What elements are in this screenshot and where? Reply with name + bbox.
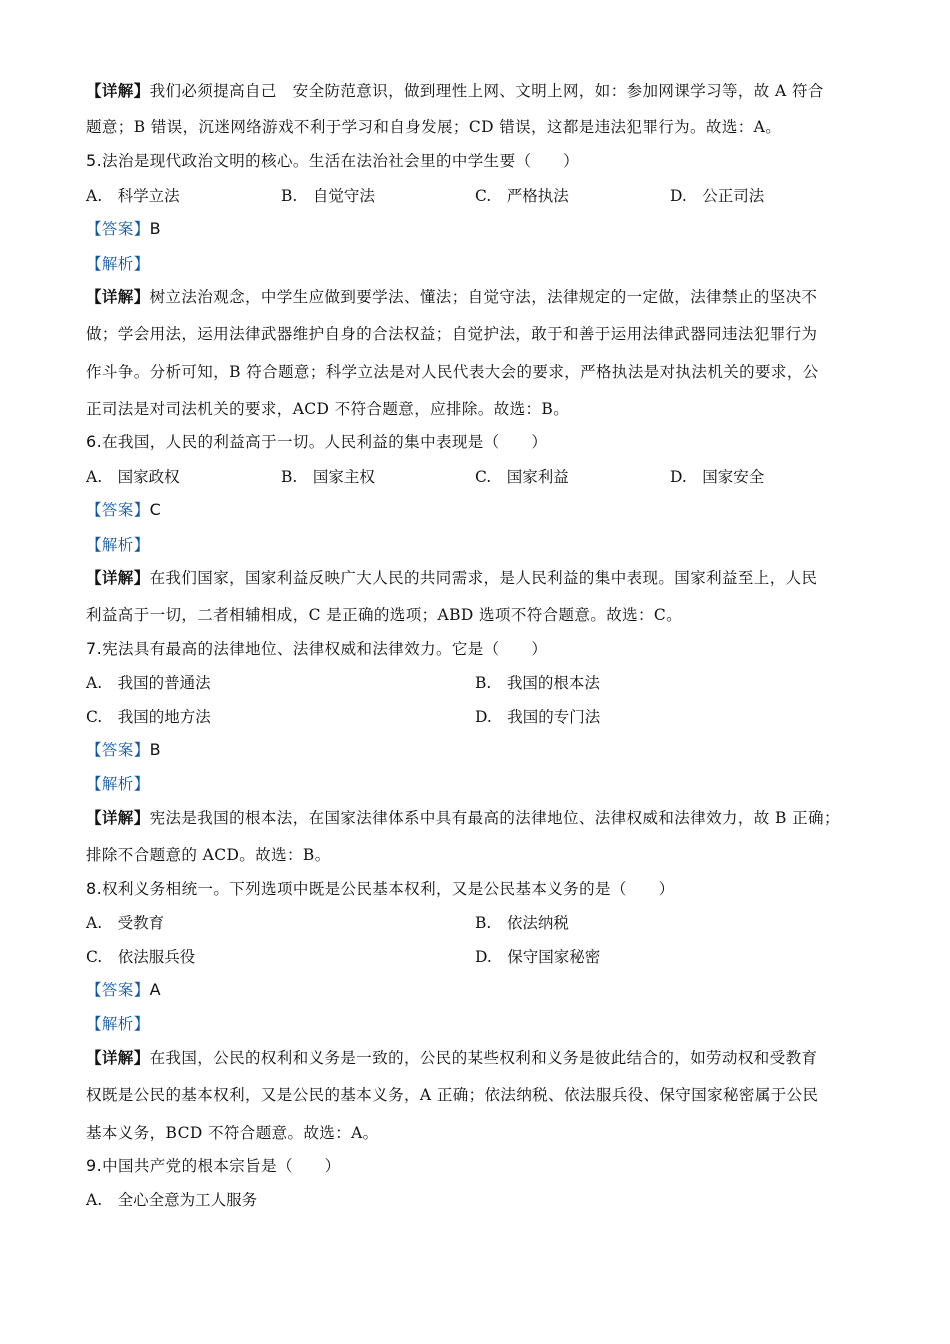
q5-answer-value: B bbox=[149, 219, 161, 238]
q7-option-d: D. 我国的专门法 bbox=[475, 708, 601, 726]
analysis-tag: 【解析】 bbox=[86, 775, 150, 793]
q6-answer bbox=[86, 499, 880, 521]
answer-tag: 【答案】 bbox=[86, 220, 150, 238]
q5-number: 5. bbox=[86, 151, 103, 170]
analysis-tag: 【解析】 bbox=[86, 255, 150, 273]
q7-number: 7. bbox=[86, 639, 103, 658]
detail-tag: 【详解】 bbox=[86, 1048, 150, 1067]
q5-detail-line-4: 正司法是对司法机关的要求，ACD 不符合题意，应排除。故选：B。 bbox=[86, 400, 570, 418]
q5-stem bbox=[86, 150, 880, 172]
analysis-tag: 【解析】 bbox=[86, 1015, 150, 1033]
q6-option-a: A. 国家政权 bbox=[86, 468, 180, 486]
q6-analysis-tag bbox=[86, 534, 880, 556]
q9-number: 9. bbox=[86, 1156, 103, 1175]
q5-detail-line-1 bbox=[86, 286, 880, 308]
q8-option-c: C. 依法服兵役 bbox=[86, 948, 196, 966]
q8-option-a: A. 受教育 bbox=[86, 914, 165, 932]
q6-option-b: B. 国家主权 bbox=[281, 468, 375, 486]
q8-detail-text-1: 在我国，公民的权利和义务是一致的，公民的某些权利和义务是彼此结合的，如劳动权和受教育 bbox=[149, 1049, 818, 1067]
q8-stem-text: 权利义务相统一。下列选项中既是公民基本权利，又是公民基本义务的是（ ） bbox=[102, 880, 675, 898]
q6-answer-value: C bbox=[149, 500, 162, 519]
q8-answer-value: A bbox=[149, 980, 161, 999]
q9-option-a: A. 全心全意为工人服务 bbox=[86, 1191, 258, 1209]
q4-detail-line-1 bbox=[86, 80, 880, 102]
q8-option-d: D. 保守国家秘密 bbox=[475, 948, 601, 966]
q7-stem-text: 宪法具有最高的法律地位、法律权威和法律效力。它是（ ） bbox=[102, 640, 548, 658]
q7-analysis-tag bbox=[86, 773, 880, 795]
q5-stem-text: 法治是现代政治文明的核心。生活在法治社会里的中学生要（ ） bbox=[102, 152, 580, 170]
detail-tag: 【详解】 bbox=[86, 287, 150, 306]
q5-option-c: C. 严格执法 bbox=[475, 187, 569, 205]
answer-tag: 【答案】 bbox=[86, 741, 150, 759]
analysis-tag: 【解析】 bbox=[86, 536, 150, 554]
q5-detail-line-2: 做；学会用法，运用法律武器维护自身的合法权益；自觉护法，敢于和善于运用法律武器同违法犯罪行为 bbox=[86, 325, 818, 343]
q5-analysis-tag bbox=[86, 253, 880, 275]
q6-detail-line-1 bbox=[86, 567, 880, 589]
q8-detail-line-1 bbox=[86, 1047, 880, 1069]
q8-detail-line-2: 权既是公民的基本权利，又是公民的基本义务，A 正确；依法纳税、依法服兵役、保守国家秘密属于公民 bbox=[86, 1086, 819, 1104]
detail-tag: 【详解】 bbox=[86, 808, 150, 827]
detail-tag: 【详解】 bbox=[86, 568, 150, 587]
answer-tag: 【答案】 bbox=[86, 981, 150, 999]
q6-stem bbox=[86, 431, 880, 453]
q7-detail-line-2: 排除不合题意的 ACD。故选：B。 bbox=[86, 846, 331, 864]
q5-option-b: B. 自觉守法 bbox=[281, 187, 375, 205]
q6-option-c: C. 国家利益 bbox=[475, 468, 569, 486]
q5-option-a: A. 科学立法 bbox=[86, 187, 180, 205]
q5-answer bbox=[86, 218, 880, 240]
detail-tag: 【详解】 bbox=[86, 81, 150, 100]
q8-detail-line-3: 基本义务，BCD 不符合题意。故选：A。 bbox=[86, 1124, 379, 1142]
q8-analysis-tag bbox=[86, 1013, 880, 1035]
q8-answer bbox=[86, 979, 880, 1001]
q6-detail-line-2: 利益高于一切，二者相辅相成，C 是正确的选项；ABD 选项不符合题意。故选：C。 bbox=[86, 606, 683, 624]
q7-option-c: C. 我国的地方法 bbox=[86, 708, 211, 726]
q7-answer-value: B bbox=[149, 740, 161, 759]
q9-stem bbox=[86, 1155, 880, 1177]
q5-detail-line-3: 作斗争。分析可知，B 符合题意；科学立法是对人民代表大会的要求，严格执法是对执法机关的要求，公 bbox=[86, 363, 819, 381]
answer-tag: 【答案】 bbox=[86, 501, 150, 519]
q5-detail-text-1: 树立法治观念，中学生应做到要学法、懂法；自觉守法，法律规定的一定做，法律禁止的坚决不 bbox=[149, 288, 818, 306]
q6-detail-text-1: 在我们国家，国家利益反映广大人民的共同需求，是人民利益的集中表现。国家利益至上，人民 bbox=[149, 569, 818, 587]
q9-stem-text: 中国共产党的根本宗旨是（ ） bbox=[102, 1157, 341, 1175]
q4-detail-line-2: 题意；B 错误，沉迷网络游戏不利于学习和自身发展；CD 错误，这都是违法犯罪行为。故选：A。 bbox=[86, 118, 782, 136]
q5-option-d: D. 公正司法 bbox=[670, 187, 765, 205]
q7-detail-text-1: 宪法是我国的根本法，在国家法律体系中具有最高的法律地位、法律权威和法律效力，故 B 正确； bbox=[149, 809, 840, 827]
q6-number: 6. bbox=[86, 432, 103, 451]
q7-stem bbox=[86, 638, 880, 660]
q6-stem-text: 在我国，人民的利益高于一切。人民利益的集中表现是（ ） bbox=[102, 433, 548, 451]
q7-option-a: A. 我国的普通法 bbox=[86, 674, 211, 692]
q8-stem bbox=[86, 878, 880, 900]
q7-option-b: B. 我国的根本法 bbox=[475, 674, 600, 692]
q8-option-b: B. 依法纳税 bbox=[475, 914, 569, 932]
q7-answer bbox=[86, 739, 880, 761]
q8-number: 8. bbox=[86, 879, 103, 898]
q7-detail-line-1 bbox=[86, 807, 880, 829]
q6-option-d: D. 国家安全 bbox=[670, 468, 765, 486]
q4-detail-text-1: 我们必须提高自己 安全防范意识，做到理性上网、文明上网，如：参加网课学习等，故 A 符合 bbox=[149, 82, 824, 100]
